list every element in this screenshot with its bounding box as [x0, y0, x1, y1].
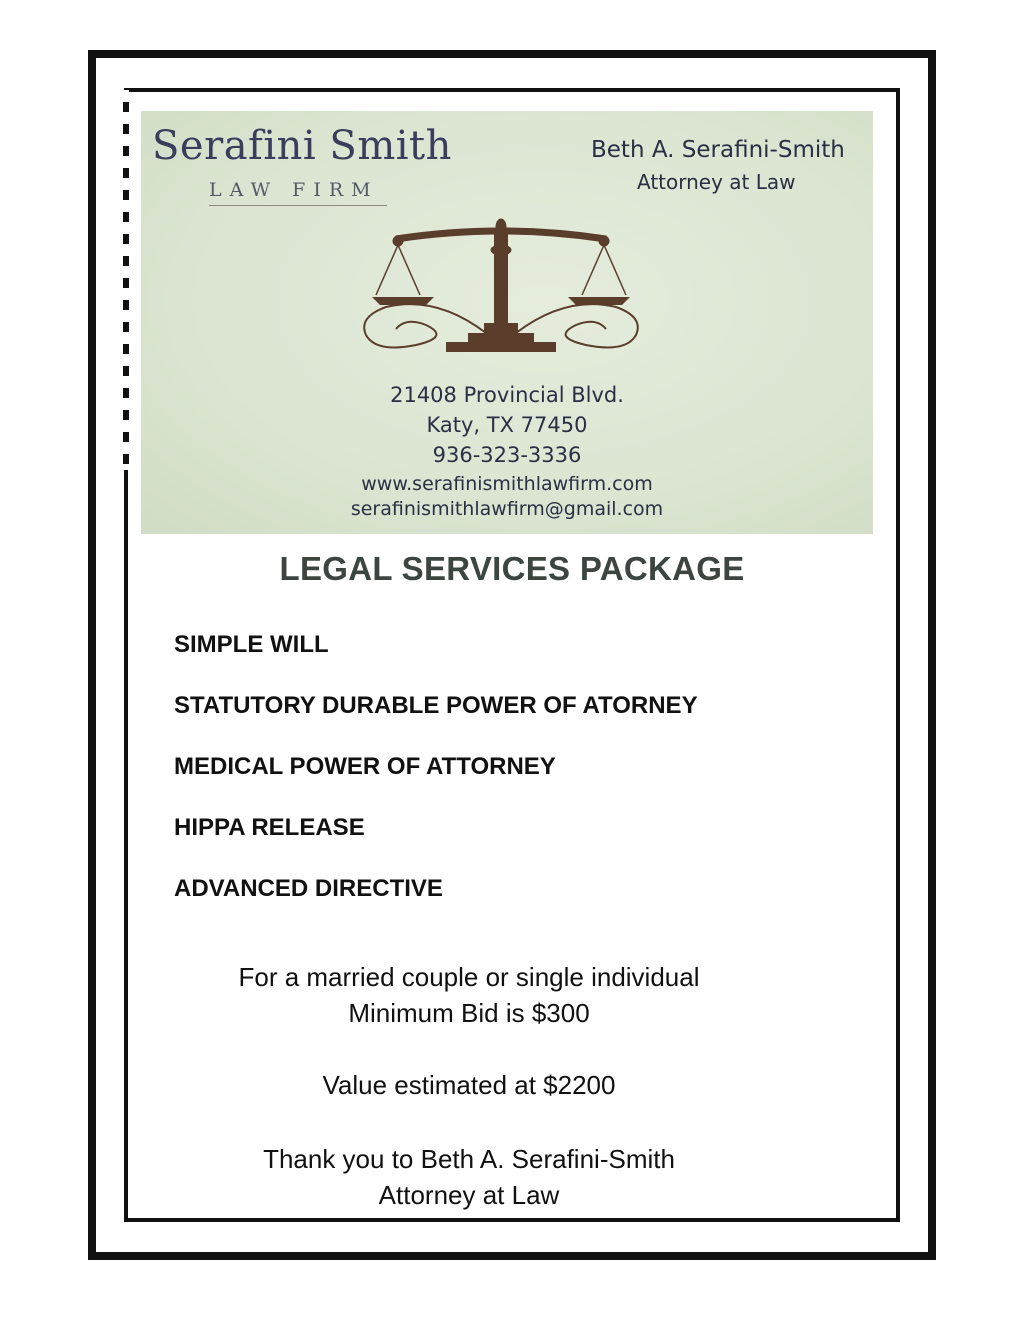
phone-number: 936-323-3336 — [432, 443, 582, 467]
service-item: STATUTORY DURABLE POWER OF ATORNEY — [174, 692, 698, 719]
service-item: HIPPA RELEASE — [174, 814, 365, 841]
dashed-frame-edge — [123, 90, 129, 470]
eligibility-note: For a married couple or single individual — [238, 962, 700, 992]
email-link[interactable]: serafinismithlawfirm@gmail.com — [350, 498, 664, 520]
address-line-2: Katy, TX 77450 — [426, 413, 588, 437]
thank-you-title: Attorney at Law — [378, 1180, 560, 1210]
firm-name: Serafini Smith — [152, 123, 452, 169]
service-item: SIMPLE WILL — [174, 631, 329, 658]
estimated-value: Value estimated at $2200 — [322, 1070, 616, 1100]
attorney-title: Attorney at Law — [637, 170, 796, 194]
attorney-name: Beth A. Serafini-Smith — [591, 137, 845, 163]
business-card — [141, 111, 873, 534]
firm-subtitle: LAW FIRM — [209, 179, 387, 206]
service-item: MEDICAL POWER OF ATTORNEY — [174, 753, 556, 780]
scales-of-justice-icon — [356, 215, 646, 365]
minimum-bid: Minimum Bid is $300 — [348, 998, 590, 1028]
website-link[interactable]: www.serafinismithlawfirm.com — [361, 473, 653, 495]
service-item: ADVANCED DIRECTIVE — [174, 875, 443, 902]
address-line-1: 21408 Provincial Blvd. — [390, 383, 624, 407]
package-title: LEGAL SERVICES PACKAGE — [279, 550, 745, 587]
thank-you-note: Thank you to Beth A. Serafini-Smith — [263, 1144, 675, 1174]
